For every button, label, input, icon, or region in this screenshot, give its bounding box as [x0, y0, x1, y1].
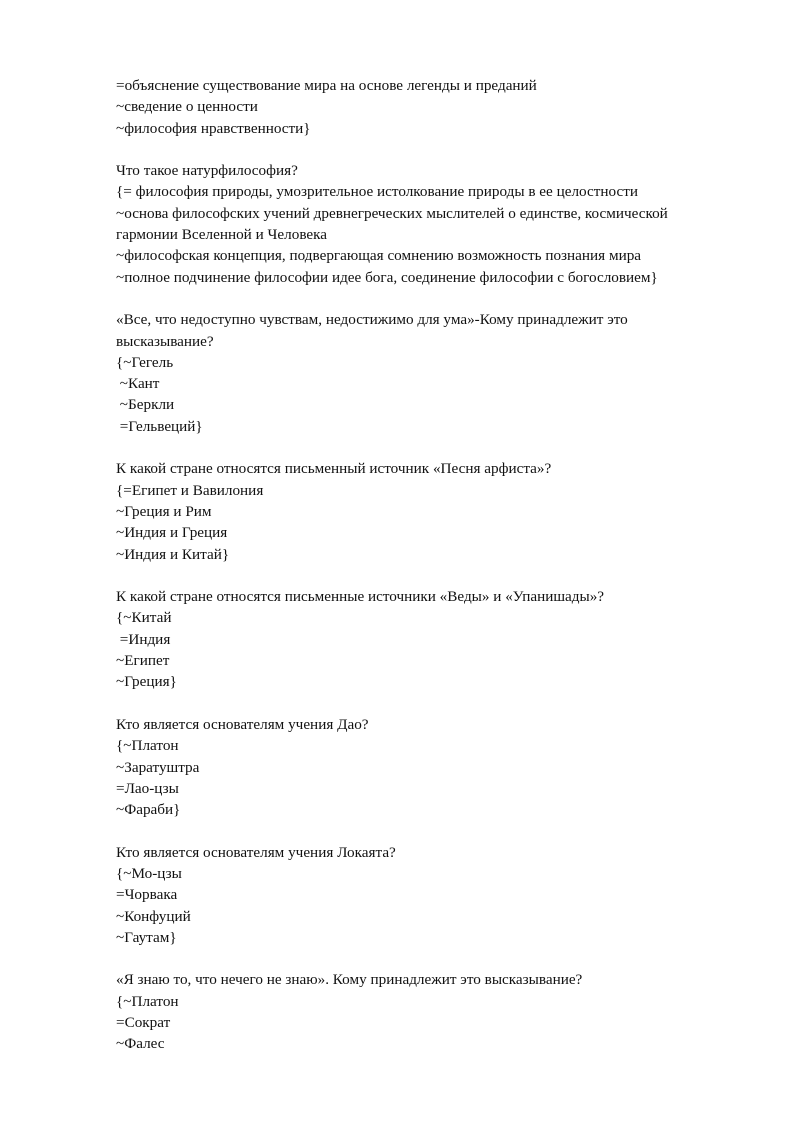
- answer-option: =Сократ: [116, 1014, 171, 1032]
- answer-option: {~Гегель: [116, 353, 174, 371]
- question-block: [116, 842, 716, 948]
- answer-option: ~Индия и Китай}: [116, 545, 230, 563]
- question-text: К какой стране относятся письменные источники «Веды» и «Упанишады»?: [116, 588, 605, 606]
- answer-option: {= философия природы, умозрительное истолкование природы в ее целостности: [116, 183, 638, 201]
- answer-option: ~философская концепция, подвергающая сомнению возможность познания мира: [116, 247, 642, 265]
- answer-option: =Индия: [116, 630, 171, 648]
- question-block: [116, 75, 716, 139]
- answer-option: {~Китай: [116, 609, 172, 627]
- question-text: Кто является основателям учения Локаята?: [116, 843, 396, 861]
- answer-option: {~Мо-цзы: [116, 864, 182, 882]
- answer-option: {~Платон: [116, 992, 179, 1010]
- question-block: [116, 714, 716, 820]
- question-text: К какой стране относятся письменный источник «Песня арфиста»?: [116, 460, 552, 478]
- answer-option: ~Конфуций: [116, 907, 191, 925]
- question-text: высказывание?: [116, 332, 214, 350]
- answer-option: ~Греция и Рим: [116, 502, 212, 520]
- question-block: [116, 309, 716, 437]
- answer-option: ~Фараби}: [116, 801, 181, 819]
- question-block: [116, 969, 716, 1054]
- answer-option: ~Кант: [116, 375, 160, 393]
- answer-option: =Чорвака: [116, 886, 178, 904]
- answer-option: ~Беркли: [116, 396, 175, 414]
- question-text: Что такое натурфилософия?: [116, 162, 298, 180]
- text-line: ~сведение о ценности: [116, 98, 258, 116]
- answer-option: ~основа философских учений древнегреческих мыслителей о единстве, космической: [116, 204, 668, 222]
- answer-option: гармонии Вселенной и Человека: [116, 226, 328, 244]
- question-block: [116, 586, 716, 692]
- answer-option: ~Фалес: [116, 1035, 165, 1053]
- answer-option: {=Египет и Вавилония: [116, 481, 264, 499]
- document-body: [116, 75, 716, 1076]
- answer-option: ~полное подчинение философии идее бога, соединение философии с богословием}: [116, 268, 658, 286]
- answer-option: ~Заратуштра: [116, 758, 200, 776]
- answer-option: ~Индия и Греция: [116, 524, 228, 542]
- question-text: «Все, что недоступно чувствам, недостижимо для ума»-Кому принадлежит это: [116, 311, 628, 329]
- question-text: Кто является основателям учения Дао?: [116, 715, 369, 733]
- question-text: «Я знаю то, что нечего не знаю». Кому принадлежит это высказывание?: [116, 971, 583, 989]
- answer-option: ~Греция}: [116, 673, 177, 691]
- text-line: =объяснение существование мира на основе легенды и преданий: [116, 77, 537, 94]
- question-block: [116, 458, 716, 564]
- answer-option: ~Гаутам}: [116, 928, 177, 946]
- answer-option: ~Египет: [116, 652, 170, 670]
- question-block: [116, 160, 716, 288]
- text-line: ~философия нравственности}: [116, 119, 311, 137]
- answer-option: {~Платон: [116, 737, 179, 755]
- answer-option: =Гельвеций}: [116, 417, 203, 435]
- answer-option: =Лао-цзы: [116, 779, 179, 797]
